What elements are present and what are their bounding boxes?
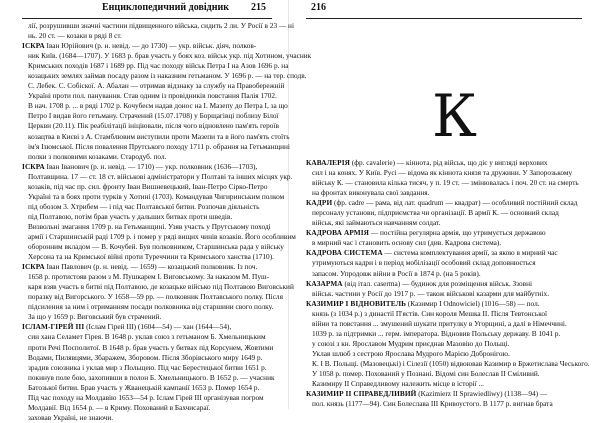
entry-text: Під час походу на Молдавію 1653—54 р. Іслам Гірей ІІІ організував погром xyxy=(28,392,264,402)
entry-line xyxy=(22,101,288,111)
running-header-title: Енциклопедичний довідник xyxy=(102,2,229,13)
entry-line xyxy=(22,413,272,423)
entry-text: Україні проти пол. панування. Став одним із провідників повстання Палія 1702. xyxy=(28,91,277,101)
entry-text: під обозом 3. Хтрибем — і під час Полтавської битви. Розпочав діяльність xyxy=(28,201,260,211)
entry-text: (Казимир І Odnowiciel) (1016—58) — пол. xyxy=(406,298,540,308)
entry-text: лії, розрушивши значні частини підвищенного війська, сидить 2 ли. У Росії в 23 — ні xyxy=(28,21,294,30)
entry-text: утримуються кадри і в період мобілізації особовий склад доповнюється xyxy=(312,258,536,268)
entry-text: (Іслам Гірей III) (1604—54) — хан (1644—54), xyxy=(84,322,232,332)
left-header-rule xyxy=(22,18,272,19)
entry-line xyxy=(22,111,279,121)
entry-headword: КАЗАРМА xyxy=(306,278,343,288)
entry-line xyxy=(22,353,272,363)
entry-text: ник Київ. (1684—1707). У 1683 р. брав участь у боях коз. військ укр. під Хотином, учасник xyxy=(28,51,312,61)
entry-line xyxy=(22,252,272,262)
entry-line xyxy=(22,403,272,413)
entry-text: війни та повстання ... змушений шукати притулку в Угорщині, а далі в Німеччині. xyxy=(312,318,567,328)
entry-first-line xyxy=(306,228,582,238)
left-page-text-column xyxy=(22,21,312,422)
entry-first-line xyxy=(22,262,272,272)
entry-line xyxy=(306,289,582,299)
entry-text: Уклав шлюб з сестрою Ярослава Мудрого Марією Добронігою. xyxy=(312,348,510,358)
entry-text: козацтва в Києві з А. Стамблювим виступили проти Мазепи та в його пам'ять стоїть xyxy=(28,131,290,141)
entry-headword: КАЗИМИР І ВІДНОВИТЕЛЬ xyxy=(306,298,407,308)
entry-line xyxy=(22,81,285,91)
entry-first-line xyxy=(306,279,582,289)
entry-headword: ІСКРА xyxy=(22,262,45,272)
entry-text: Іван Павлович (р. н. невід. — 1659) — козацький полковник. Із поч. xyxy=(44,262,258,272)
entry-text: Батозької битви. Брав участь у Жванецькій кампанії 1653 р. Помер 1654 р. xyxy=(28,382,260,392)
entry-line xyxy=(22,372,275,383)
entry-line xyxy=(306,258,582,268)
entry-text: проти Речі Посполитої. В 1648 р. брав участь у битвах під Корсунем, Жовтими xyxy=(28,342,274,352)
entry-line xyxy=(22,171,293,182)
entry-text: — постійна регулярна армія, що утримується державою xyxy=(369,228,546,238)
entry-text: Іван Іванович (р. н. невід. — 1710) — укр. полковник (1636—1703), xyxy=(44,161,258,171)
entry-line xyxy=(22,231,296,242)
entry-line xyxy=(22,61,289,71)
entry-line xyxy=(22,242,284,252)
entry-text: під Полтавою, потім брав участь у дальших битвах проти шведів. xyxy=(28,211,233,221)
entry-line xyxy=(306,339,582,349)
entry-line xyxy=(22,31,272,41)
entry-line xyxy=(22,292,283,302)
entry-line xyxy=(306,188,582,198)
entry-text: козаків, під час пр. сил. фронту Іван Вишневецький, Іван-Петро Сірко-Петро xyxy=(28,181,268,191)
left-page-number: 215 xyxy=(251,2,266,13)
entry-line xyxy=(22,131,290,142)
entry-text: персоналу установи, підприємства чи організації. В армії К. — основний склад xyxy=(312,208,559,218)
entry-headword: КАДРИ xyxy=(306,198,333,208)
right-page-number: 216 xyxy=(311,2,326,13)
entry-headword: КАЗИМИР ІІ СПРАВЕДЛИВИЙ xyxy=(306,389,417,399)
entry-text: полки з полковими козаками. Стародуб. пол. xyxy=(28,151,167,161)
entry-line xyxy=(22,282,294,292)
entry-text: С. Лебек. С. Собіскої. А. Абалан — отримав відзнаку за службу на Правобережній xyxy=(28,81,285,91)
entry-text: на фронтах виконувала свої завдання. xyxy=(312,188,430,198)
entry-text: Водами, Пилявцями, Збаражем, Зборовом. Після Зборівського миру 1649 р. xyxy=(28,352,263,362)
entry-text: Україні та в боях проти турків у Хотині (1703). Командував Чигиринським полком xyxy=(28,191,285,201)
entry-text: Іван Юрійович (р. н. невід. — до 1730) — укр. військ. діяч, полков- xyxy=(44,41,257,51)
entry-text: Церкви (20.11). Пік реабілітації ініціювали, після чого відновлено пам'ять героїв xyxy=(28,121,279,131)
entry-first-line xyxy=(22,322,272,332)
entry-line xyxy=(22,222,272,232)
entry-text: ім'я Ізюмської. Після повалення Прутського походу 1711 р. обрання на Гетьманщині xyxy=(28,141,290,151)
entry-line xyxy=(22,121,279,131)
entry-line xyxy=(306,379,582,389)
entry-text: військ. частини у Росії до 1917 р. — також військові казарми для майбутніх. xyxy=(312,288,550,298)
entry-text: У 1058 р. помер. Похований у Познані. Відомі син Болеслав ІІ Сміливий. xyxy=(312,368,540,378)
entry-line xyxy=(22,363,272,373)
entry-text: — система комплектування армії, за якою в мирний час xyxy=(382,248,558,258)
entry-text: запасом. Упродовж війни в Росії в 1874 р. (на 5 років). xyxy=(312,268,481,278)
entry-text: (фр. cavalerie) — кіннота, рід військ, що діє у вигляді верхових xyxy=(350,158,548,167)
entry-text: Казимиру ІІ Справедливому належить місце в історії ... xyxy=(312,379,484,389)
entry-text: сил і на конях. У Київ. Русі — відома як кіннота князя та дружини. У Запорозькому xyxy=(312,168,573,178)
entry-text: підсилення за ним і отриманням посади полковника від старшини свого полку. xyxy=(28,302,274,312)
entry-text: козацьких землях займав посаду разом із наказним гетьманом. У 1696 р. — на тер. сподв. xyxy=(28,71,307,81)
entry-headword: КАДРОВА АРМІЯ xyxy=(306,228,370,238)
entry-text: Херсона та на Кримської війні проти Туреччини та Кримського ханства (1710). xyxy=(28,252,274,262)
right-header-rule xyxy=(306,18,582,19)
entry-text: Кримських походів 1687 і 1689 рр. Під час походу військ Петра І на Азов 1696 р. на xyxy=(28,61,289,71)
entry-line xyxy=(22,51,312,61)
entry-line xyxy=(306,168,582,178)
entry-line xyxy=(306,358,590,369)
entry-first-line xyxy=(306,389,582,399)
entry-line xyxy=(306,208,582,218)
entry-text: оборонним вкладом — В. Кочубей. Був полковником, Старшинська рада у війську xyxy=(28,242,284,252)
entry-line xyxy=(306,178,582,188)
entry-line xyxy=(306,238,582,248)
entry-first-line xyxy=(306,158,582,168)
entry-text: армії і Старшинській раді 1709 р. і помер у ряді вищих чинів козаків. Його особливим xyxy=(28,231,296,241)
entry-text: Молдавії. Від 1654 р. — в Криму. Похований в Бахчисараї. xyxy=(28,402,211,412)
entry-text: війську К. — становила кілька тисяч, у п. 19 ст. — змінювалась і поч. 20 ст. на смерть xyxy=(312,178,579,188)
entry-text: каря взяв участь в битві під Полтавою, де козацьке військо під Полтавою Виговський xyxy=(28,282,294,292)
entry-line xyxy=(22,302,272,312)
entry-line xyxy=(306,369,582,379)
entry-text: (фр. cadre — рама, від лат. quadrum — квадрат) — особливий постійний склад xyxy=(332,198,578,208)
entry-text: нь. 20 ст. — козаки в ряді 8 ст. xyxy=(28,31,122,41)
entry-text: поразку від Вигорського. У 1658—59 рр. — полковник Полтавського полку. Після xyxy=(28,292,283,302)
entry-line xyxy=(22,383,272,393)
entry-line xyxy=(22,343,272,353)
entry-line xyxy=(306,329,582,339)
entry-line xyxy=(22,312,272,322)
entry-text: заховав Україні, не знаючи. xyxy=(28,412,114,422)
entry-text: К. І В. Польщі. (Мазовецькі) і Сілезії (1050) відвоював Казимир в Бржетислава Чеського. xyxy=(312,358,590,368)
entry-headword: ІСКРА xyxy=(22,161,45,171)
entry-headword: КАДРОВА СИСТЕМА xyxy=(306,248,383,258)
entry-line xyxy=(306,349,582,359)
entry-first-line xyxy=(22,162,272,172)
right-page-text-column xyxy=(306,158,590,409)
entry-text: пол. князь (1177—94). Син Болеслава ІІІ Кривоустого. В 1177 р. вигнав брата xyxy=(312,399,553,409)
entry-text: в мирний час і становить основу сил (див. Кадрова система). xyxy=(312,238,502,248)
entry-first-line xyxy=(306,299,582,309)
entry-text: князь (з 1034 р.) з династії П'ястів. Син короля Мешка ІІ. Після Тевтонської xyxy=(312,308,548,318)
section-letter: К xyxy=(432,82,477,150)
entry-line xyxy=(22,91,277,101)
entry-line xyxy=(306,218,582,228)
entry-text: (Kazimierz II Sprawiedliwy) (1138—94) — xyxy=(416,389,548,399)
entry-line xyxy=(22,332,272,342)
entry-headword: ІСЛАМ-ГІРЕЙ ІІІ xyxy=(22,322,85,332)
entry-line xyxy=(306,269,582,279)
entry-line xyxy=(22,191,285,202)
entry-line xyxy=(306,319,582,329)
entry-text: військ, які займаються навчанням солдат. xyxy=(312,218,441,228)
entry-text: За що у 1659 р. Виговський був страчений. xyxy=(28,312,162,322)
entry-line xyxy=(22,212,272,222)
entry-line xyxy=(22,141,290,152)
entry-headword: КАВАЛЕРІЯ xyxy=(306,158,351,167)
entry-text: зрадив союзника і уклав мир з Польщею. Під час Берестецької битви 1651 р. xyxy=(28,362,267,372)
entry-text: у союзі з кн. Ярославом Мудрим приєднав Мазовію до Польщі. xyxy=(312,338,510,348)
entry-line xyxy=(22,152,272,162)
entry-line xyxy=(306,399,582,409)
entry-first-line xyxy=(22,41,272,51)
entry-first-line xyxy=(306,248,582,258)
entry-line xyxy=(22,272,272,282)
entry-text: 1658 р. протистояв разом з М. Пушкарем І. Виговському. За наказом М. Пуш- xyxy=(28,272,270,282)
entry-text: Визвольні змагання 1709 р. на Гетьманщині. Узяв участь у Прутському поході xyxy=(28,221,271,231)
entry-line xyxy=(306,309,582,319)
entry-line xyxy=(22,21,294,31)
entry-first-line xyxy=(306,198,582,208)
entry-line xyxy=(22,182,272,192)
entry-line xyxy=(22,202,272,212)
entry-headword: ІСКРА xyxy=(22,41,45,51)
entry-line xyxy=(22,71,307,81)
entry-text: син хана Селамет Гірея. В 1648 р. уклав союз з гетьманом Б. Хмельницьким xyxy=(28,332,266,342)
entry-text: Полтавщина. 17 — ст. 18 ст. військові адміністратори у Полтаві та інших місцях укр. xyxy=(28,171,293,181)
entry-text: 1039 р. за підтримки ... герм. імператора. Відновив Польську державу. В 1041 р. xyxy=(312,328,561,338)
entry-line xyxy=(22,393,272,403)
entry-text: покинув поле бою, захопивши в полон Б. Хмельницького. В 1652 р. — учасник xyxy=(28,372,275,382)
entry-text: В нач. 1708 р. ... в ряді 1702 р. Кочубеєм надав донос на І. Мазепу до Петра І, за що xyxy=(28,101,288,111)
entry-text: Петро І видав його гетьману. Страчений (15.07.1708) у Борщагівці поблизу Білої xyxy=(28,111,279,121)
entry-text: (від італ. caserma) — будинок для розміщення військ. Ззовні xyxy=(342,278,533,288)
